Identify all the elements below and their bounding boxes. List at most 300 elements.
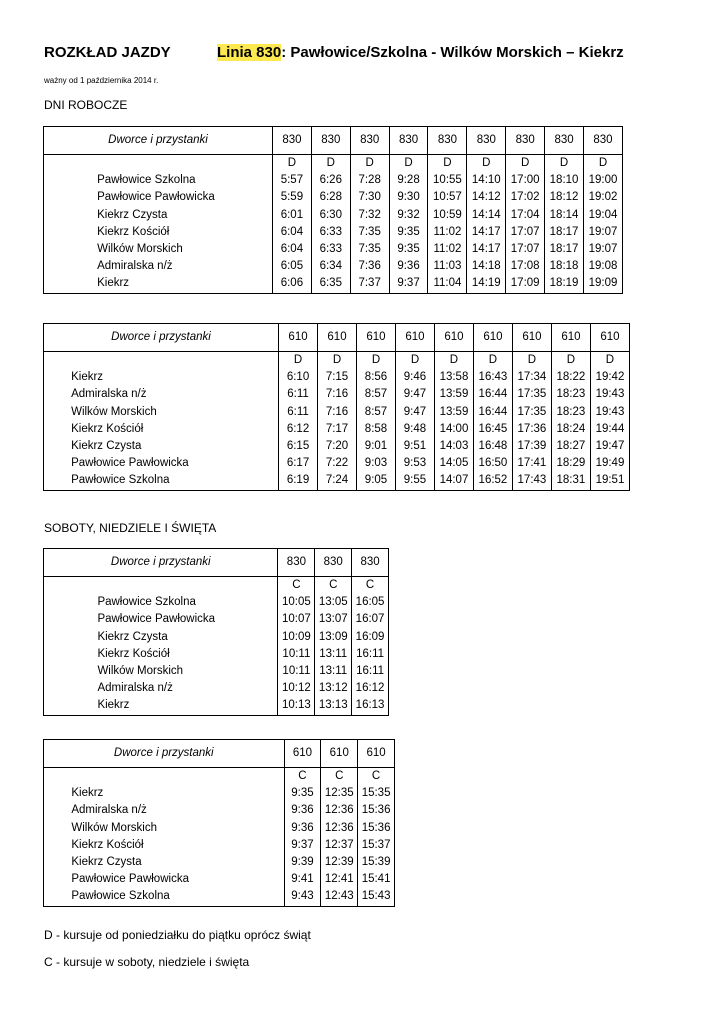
indent-cell (44, 802, 56, 819)
departure-time: 10:11 (278, 646, 315, 663)
departure-time: 9:46 (395, 369, 434, 386)
departure-time: 7:20 (318, 438, 357, 455)
line-number-cell: 830 (352, 549, 389, 577)
line-number-cell: 610 (473, 324, 512, 352)
stop-name: Admiralska n/ż (57, 680, 278, 697)
departure-time: 18:22 (551, 369, 590, 386)
stops-header: Dworce i przystanki (44, 740, 285, 768)
departure-time: 6:17 (279, 455, 318, 472)
indent-cell (44, 785, 56, 802)
page-title (44, 44, 624, 61)
stop-row (44, 629, 389, 646)
departure-time: 19:00 (583, 172, 622, 189)
departure-time: 8:57 (357, 404, 396, 421)
departure-time: 16:09 (352, 629, 389, 646)
departure-time: 16:11 (352, 663, 389, 680)
departure-time: 11:04 (428, 275, 467, 293)
line-number-cell: 830 (278, 549, 315, 577)
departure-time: 17:43 (512, 472, 551, 490)
indent-cell (44, 663, 58, 680)
stop-row (44, 646, 389, 663)
indent-cell (44, 207, 58, 224)
departure-time: 7:24 (318, 472, 357, 490)
service-mark-cell: D (272, 155, 311, 173)
departure-time: 14:17 (467, 241, 506, 258)
service-mark-cell: D (279, 352, 318, 370)
service-mark-cell: D (545, 155, 584, 173)
departure-time: 18:17 (545, 241, 584, 258)
departure-time: 10:05 (278, 594, 315, 611)
stops-header: Dworce i przystanki (44, 549, 278, 577)
departure-time: 7:36 (350, 258, 389, 275)
departure-time: 9:53 (395, 455, 434, 472)
departure-time: 14:19 (467, 275, 506, 293)
departure-time: 15:39 (358, 854, 395, 871)
stop-row (44, 785, 395, 802)
departure-time: 9:41 (284, 871, 321, 888)
departure-time: 9:35 (284, 785, 321, 802)
stop-row (44, 404, 630, 421)
departure-time: 19:43 (590, 404, 629, 421)
line-number-cell: 610 (279, 324, 318, 352)
stop-name: Kiekrz Czysta (55, 438, 278, 455)
departure-time: 12:41 (321, 871, 358, 888)
line-number-cell: 830 (545, 127, 584, 155)
departure-time: 9:05 (357, 472, 396, 490)
stop-name: Kiekrz Czysta (55, 854, 284, 871)
departure-time: 19:47 (590, 438, 629, 455)
departure-time: 19:02 (583, 189, 622, 206)
line-number-cell: 830 (350, 127, 389, 155)
departure-time: 6:04 (272, 241, 311, 258)
departure-time: 13:12 (315, 680, 352, 697)
departure-time: 6:04 (272, 224, 311, 241)
stop-row (44, 172, 623, 189)
stop-name: Wilków Morskich (57, 663, 278, 680)
indent-cell (44, 258, 58, 275)
valid-from: ważny od 1 października 2014 r. (44, 76, 159, 85)
service-mark-cell: D (506, 155, 545, 173)
stop-name: Kiekrz Czysta (57, 207, 272, 224)
departure-time: 16:11 (352, 646, 389, 663)
stop-row (44, 820, 395, 837)
departure-time: 14:12 (467, 189, 506, 206)
stop-row (44, 369, 630, 386)
stop-row (44, 241, 623, 258)
stop-row (44, 697, 389, 715)
line-number-cell: 830 (583, 127, 622, 155)
departure-time: 16:50 (473, 455, 512, 472)
departure-time: 15:35 (358, 785, 395, 802)
departure-time: 9:51 (395, 438, 434, 455)
departure-time: 9:28 (389, 172, 428, 189)
stop-row (44, 455, 630, 472)
departure-time: 13:58 (434, 369, 473, 386)
stop-name: Admiralska n/ż (55, 386, 278, 403)
stop-row (44, 275, 623, 293)
stop-name: Kiekrz (57, 697, 278, 715)
service-mark-cell: D (473, 352, 512, 370)
departure-time: 10:13 (278, 697, 315, 715)
line-number-cell: 830 (389, 127, 428, 155)
indent-cell (44, 241, 58, 258)
service-mark-cell: C (315, 577, 352, 595)
departure-time: 7:22 (318, 455, 357, 472)
departure-time: 9:35 (389, 224, 428, 241)
stop-name: Pawłowice Szkolna (55, 472, 278, 490)
line-number-cell: 830 (315, 549, 352, 577)
stops-header: Dworce i przystanki (44, 127, 273, 155)
departure-time: 19:44 (590, 421, 629, 438)
indent-cell (44, 646, 58, 663)
departure-time: 6:10 (279, 369, 318, 386)
service-mark-cell: C (358, 768, 395, 786)
mark-row (44, 577, 389, 595)
indent-cell (44, 224, 58, 241)
departure-time: 15:36 (358, 802, 395, 819)
stop-row (44, 421, 630, 438)
stop-name: Kiekrz (55, 785, 284, 802)
departure-time: 14:10 (467, 172, 506, 189)
departure-time: 17:08 (506, 258, 545, 275)
stop-name: Admiralska n/ż (57, 258, 272, 275)
departure-time: 6:06 (272, 275, 311, 293)
indent-cell (44, 768, 56, 786)
indent-cell (44, 837, 56, 854)
stop-name: Kiekrz Kościół (57, 646, 278, 663)
header-row (44, 127, 623, 155)
departure-time: 16:43 (473, 369, 512, 386)
mark-row (44, 155, 623, 173)
indent-cell (44, 680, 58, 697)
line-number-cell: 610 (284, 740, 321, 768)
indent-cell (44, 155, 58, 173)
service-mark-cell: C (321, 768, 358, 786)
empty-stop-cell (55, 352, 278, 370)
departure-time: 9:39 (284, 854, 321, 871)
service-mark-cell: D (434, 352, 473, 370)
departure-time: 6:19 (279, 472, 318, 490)
departure-time: 16:13 (352, 697, 389, 715)
departure-time: 18:23 (551, 386, 590, 403)
stop-row (44, 663, 389, 680)
service-mark-cell: D (311, 155, 350, 173)
stop-row (44, 680, 389, 697)
indent-cell (44, 594, 58, 611)
line-number-cell: 610 (395, 324, 434, 352)
departure-time: 14:00 (434, 421, 473, 438)
departure-time: 18:23 (551, 404, 590, 421)
departure-time: 6:26 (311, 172, 350, 189)
departure-time: 6:34 (311, 258, 350, 275)
departure-time: 16:45 (473, 421, 512, 438)
empty-stop-cell (57, 577, 278, 595)
header-row (44, 740, 395, 768)
stop-row (44, 189, 623, 206)
departure-time: 9:03 (357, 455, 396, 472)
stop-name: Kiekrz Kościół (57, 224, 272, 241)
departure-time: 7:35 (350, 224, 389, 241)
departure-time: 5:57 (272, 172, 311, 189)
indent-cell (44, 189, 58, 206)
indent-cell (44, 629, 58, 646)
departure-time: 18:31 (551, 472, 590, 490)
departure-time: 18:12 (545, 189, 584, 206)
stop-row (44, 258, 623, 275)
stop-row (44, 802, 395, 819)
departure-time: 17:09 (506, 275, 545, 293)
departure-time: 7:32 (350, 207, 389, 224)
service-mark-cell: D (467, 155, 506, 173)
stop-name: Pawłowice Szkolna (55, 888, 284, 906)
service-mark-cell: D (389, 155, 428, 173)
mark-row (44, 352, 630, 370)
indent-cell (44, 871, 56, 888)
service-mark-cell: D (551, 352, 590, 370)
line-number-cell: 610 (357, 324, 396, 352)
indent-cell (44, 611, 58, 628)
departure-time: 17:36 (512, 421, 551, 438)
departure-time: 17:07 (506, 241, 545, 258)
line-number-cell: 610 (512, 324, 551, 352)
departure-time: 9:32 (389, 207, 428, 224)
line-number-cell: 830 (311, 127, 350, 155)
departure-time: 16:44 (473, 404, 512, 421)
departure-time: 7:15 (318, 369, 357, 386)
departure-time: 15:43 (358, 888, 395, 906)
departure-time: 12:36 (321, 802, 358, 819)
stop-name: Pawłowice Szkolna (57, 594, 278, 611)
timetable-weekends-830 (43, 548, 389, 716)
indent-cell (44, 404, 56, 421)
timetable-weekends-610 (43, 739, 395, 907)
departure-time: 15:41 (358, 871, 395, 888)
service-mark-cell: D (428, 155, 467, 173)
departure-time: 13:59 (434, 404, 473, 421)
departure-time: 10:11 (278, 663, 315, 680)
stop-row (44, 386, 630, 403)
departure-time: 9:35 (389, 241, 428, 258)
departure-time: 8:56 (357, 369, 396, 386)
stop-name: Kiekrz (57, 275, 272, 293)
stop-name: Pawłowice Pawłowicka (57, 611, 278, 628)
stop-row (44, 837, 395, 854)
departure-time: 17:00 (506, 172, 545, 189)
departure-time: 5:59 (272, 189, 311, 206)
departure-time: 17:07 (506, 224, 545, 241)
indent-cell (44, 386, 56, 403)
departure-time: 17:04 (506, 207, 545, 224)
departure-time: 17:41 (512, 455, 551, 472)
departure-time: 16:48 (473, 438, 512, 455)
service-mark-cell: D (512, 352, 551, 370)
departure-time: 18:10 (545, 172, 584, 189)
departure-time: 19:43 (590, 386, 629, 403)
empty-stop-cell (57, 155, 272, 173)
stop-row (44, 871, 395, 888)
departure-time: 17:34 (512, 369, 551, 386)
departure-time: 16:05 (352, 594, 389, 611)
departure-time: 14:14 (467, 207, 506, 224)
departure-time: 13:11 (315, 663, 352, 680)
departure-time: 7:16 (318, 404, 357, 421)
stop-name: Wilków Morskich (57, 241, 272, 258)
departure-time: 6:33 (311, 241, 350, 258)
departure-time: 14:03 (434, 438, 473, 455)
stop-name: Pawłowice Szkolna (57, 172, 272, 189)
departure-time: 13:13 (315, 697, 352, 715)
departure-time: 10:59 (428, 207, 467, 224)
departure-time: 12:35 (321, 785, 358, 802)
section-weekdays: DNI ROBOCZE (44, 98, 128, 112)
line-number-cell: 830 (467, 127, 506, 155)
departure-time: 9:55 (395, 472, 434, 490)
departure-time: 6:15 (279, 438, 318, 455)
line-number-cell: 610 (358, 740, 395, 768)
stop-row (44, 594, 389, 611)
departure-time: 6:35 (311, 275, 350, 293)
title-text: ROZKŁAD JAZDY (44, 44, 171, 61)
departure-time: 9:36 (389, 258, 428, 275)
indent-cell (44, 369, 56, 386)
departure-time: 18:14 (545, 207, 584, 224)
departure-time: 14:18 (467, 258, 506, 275)
legend-c: C - kursuje w soboty, niedziele i święta (44, 955, 250, 969)
departure-time: 14:05 (434, 455, 473, 472)
stop-row (44, 854, 395, 871)
stop-name: Wilków Morskich (55, 404, 278, 421)
stop-name: Pawłowice Pawłowicka (57, 189, 272, 206)
stop-name: Wilków Morskich (55, 820, 284, 837)
departure-time: 9:01 (357, 438, 396, 455)
departure-time: 9:47 (395, 404, 434, 421)
timetable-weekdays-610 (43, 323, 630, 491)
indent-cell (44, 172, 58, 189)
line-number-cell: 610 (321, 740, 358, 768)
service-mark-cell: D (583, 155, 622, 173)
legend-d: D - kursuje od poniedziałku do piątku oprócz świąt (44, 928, 311, 942)
section-weekends: SOBOTY, NIEDZIELE I ŚWIĘTA (44, 521, 217, 535)
departure-time: 11:02 (428, 224, 467, 241)
departure-time: 13:07 (315, 611, 352, 628)
departure-time: 19:07 (583, 241, 622, 258)
indent-cell (44, 854, 56, 871)
stop-name: Kiekrz Kościół (55, 837, 284, 854)
departure-time: 14:07 (434, 472, 473, 490)
indent-cell (44, 352, 56, 370)
departure-time: 10:09 (278, 629, 315, 646)
departure-time: 19:42 (590, 369, 629, 386)
line-number-cell: 830 (506, 127, 545, 155)
departure-time: 6:33 (311, 224, 350, 241)
departure-time: 9:47 (395, 386, 434, 403)
stop-name: Kiekrz Kościół (55, 421, 278, 438)
departure-time: 17:35 (512, 386, 551, 403)
departure-time: 10:07 (278, 611, 315, 628)
departure-time: 7:35 (350, 241, 389, 258)
departure-time: 19:09 (583, 275, 622, 293)
service-mark-cell: D (395, 352, 434, 370)
line-number-cell: 610 (551, 324, 590, 352)
departure-time: 15:36 (358, 820, 395, 837)
departure-time: 9:36 (284, 802, 321, 819)
departure-time: 18:29 (551, 455, 590, 472)
service-mark-cell: D (318, 352, 357, 370)
departure-time: 19:04 (583, 207, 622, 224)
line-highlight: Linia 830 (217, 44, 282, 61)
departure-time: 19:51 (590, 472, 629, 490)
departure-time: 6:30 (311, 207, 350, 224)
departure-time: 11:02 (428, 241, 467, 258)
departure-time: 17:39 (512, 438, 551, 455)
departure-time: 13:05 (315, 594, 352, 611)
stop-name: Pawłowice Pawłowicka (55, 455, 278, 472)
stop-name: Kiekrz (55, 369, 278, 386)
stop-name: Admiralska n/ż (55, 802, 284, 819)
departure-time: 18:18 (545, 258, 584, 275)
departure-time: 19:49 (590, 455, 629, 472)
indent-cell (44, 275, 58, 293)
service-mark-cell: C (278, 577, 315, 595)
departure-time: 13:59 (434, 386, 473, 403)
line-number-cell: 610 (318, 324, 357, 352)
indent-cell (44, 888, 56, 906)
departure-time: 6:11 (279, 404, 318, 421)
departure-time: 18:17 (545, 224, 584, 241)
departure-time: 12:39 (321, 854, 358, 871)
header-row (44, 549, 389, 577)
departure-time: 17:35 (512, 404, 551, 421)
departure-time: 18:24 (551, 421, 590, 438)
departure-time: 9:43 (284, 888, 321, 906)
departure-time: 11:03 (428, 258, 467, 275)
departure-time: 12:43 (321, 888, 358, 906)
indent-cell (44, 472, 56, 490)
departure-time: 7:28 (350, 172, 389, 189)
indent-cell (44, 455, 56, 472)
line-number-cell: 610 (590, 324, 629, 352)
departure-time: 6:12 (279, 421, 318, 438)
stops-header: Dworce i przystanki (44, 324, 279, 352)
stop-row (44, 472, 630, 490)
departure-time: 18:19 (545, 275, 584, 293)
departure-time: 12:36 (321, 820, 358, 837)
service-mark-cell: C (284, 768, 321, 786)
departure-time: 8:58 (357, 421, 396, 438)
indent-cell (44, 697, 58, 715)
stop-row (44, 611, 389, 628)
departure-time: 7:16 (318, 386, 357, 403)
departure-time: 17:02 (506, 189, 545, 206)
departure-time: 16:07 (352, 611, 389, 628)
indent-cell (44, 421, 56, 438)
departure-time: 13:11 (315, 646, 352, 663)
indent-cell (44, 820, 56, 837)
stop-name: Pawłowice Pawłowicka (55, 871, 284, 888)
departure-time: 7:37 (350, 275, 389, 293)
departure-time: 6:11 (279, 386, 318, 403)
departure-time: 10:12 (278, 680, 315, 697)
stop-row (44, 888, 395, 906)
departure-time: 14:17 (467, 224, 506, 241)
departure-time: 6:01 (272, 207, 311, 224)
service-mark-cell: D (357, 352, 396, 370)
departure-time: 9:36 (284, 820, 321, 837)
mark-row (44, 768, 395, 786)
departure-time: 16:44 (473, 386, 512, 403)
departure-time: 7:30 (350, 189, 389, 206)
line-number-cell: 830 (428, 127, 467, 155)
